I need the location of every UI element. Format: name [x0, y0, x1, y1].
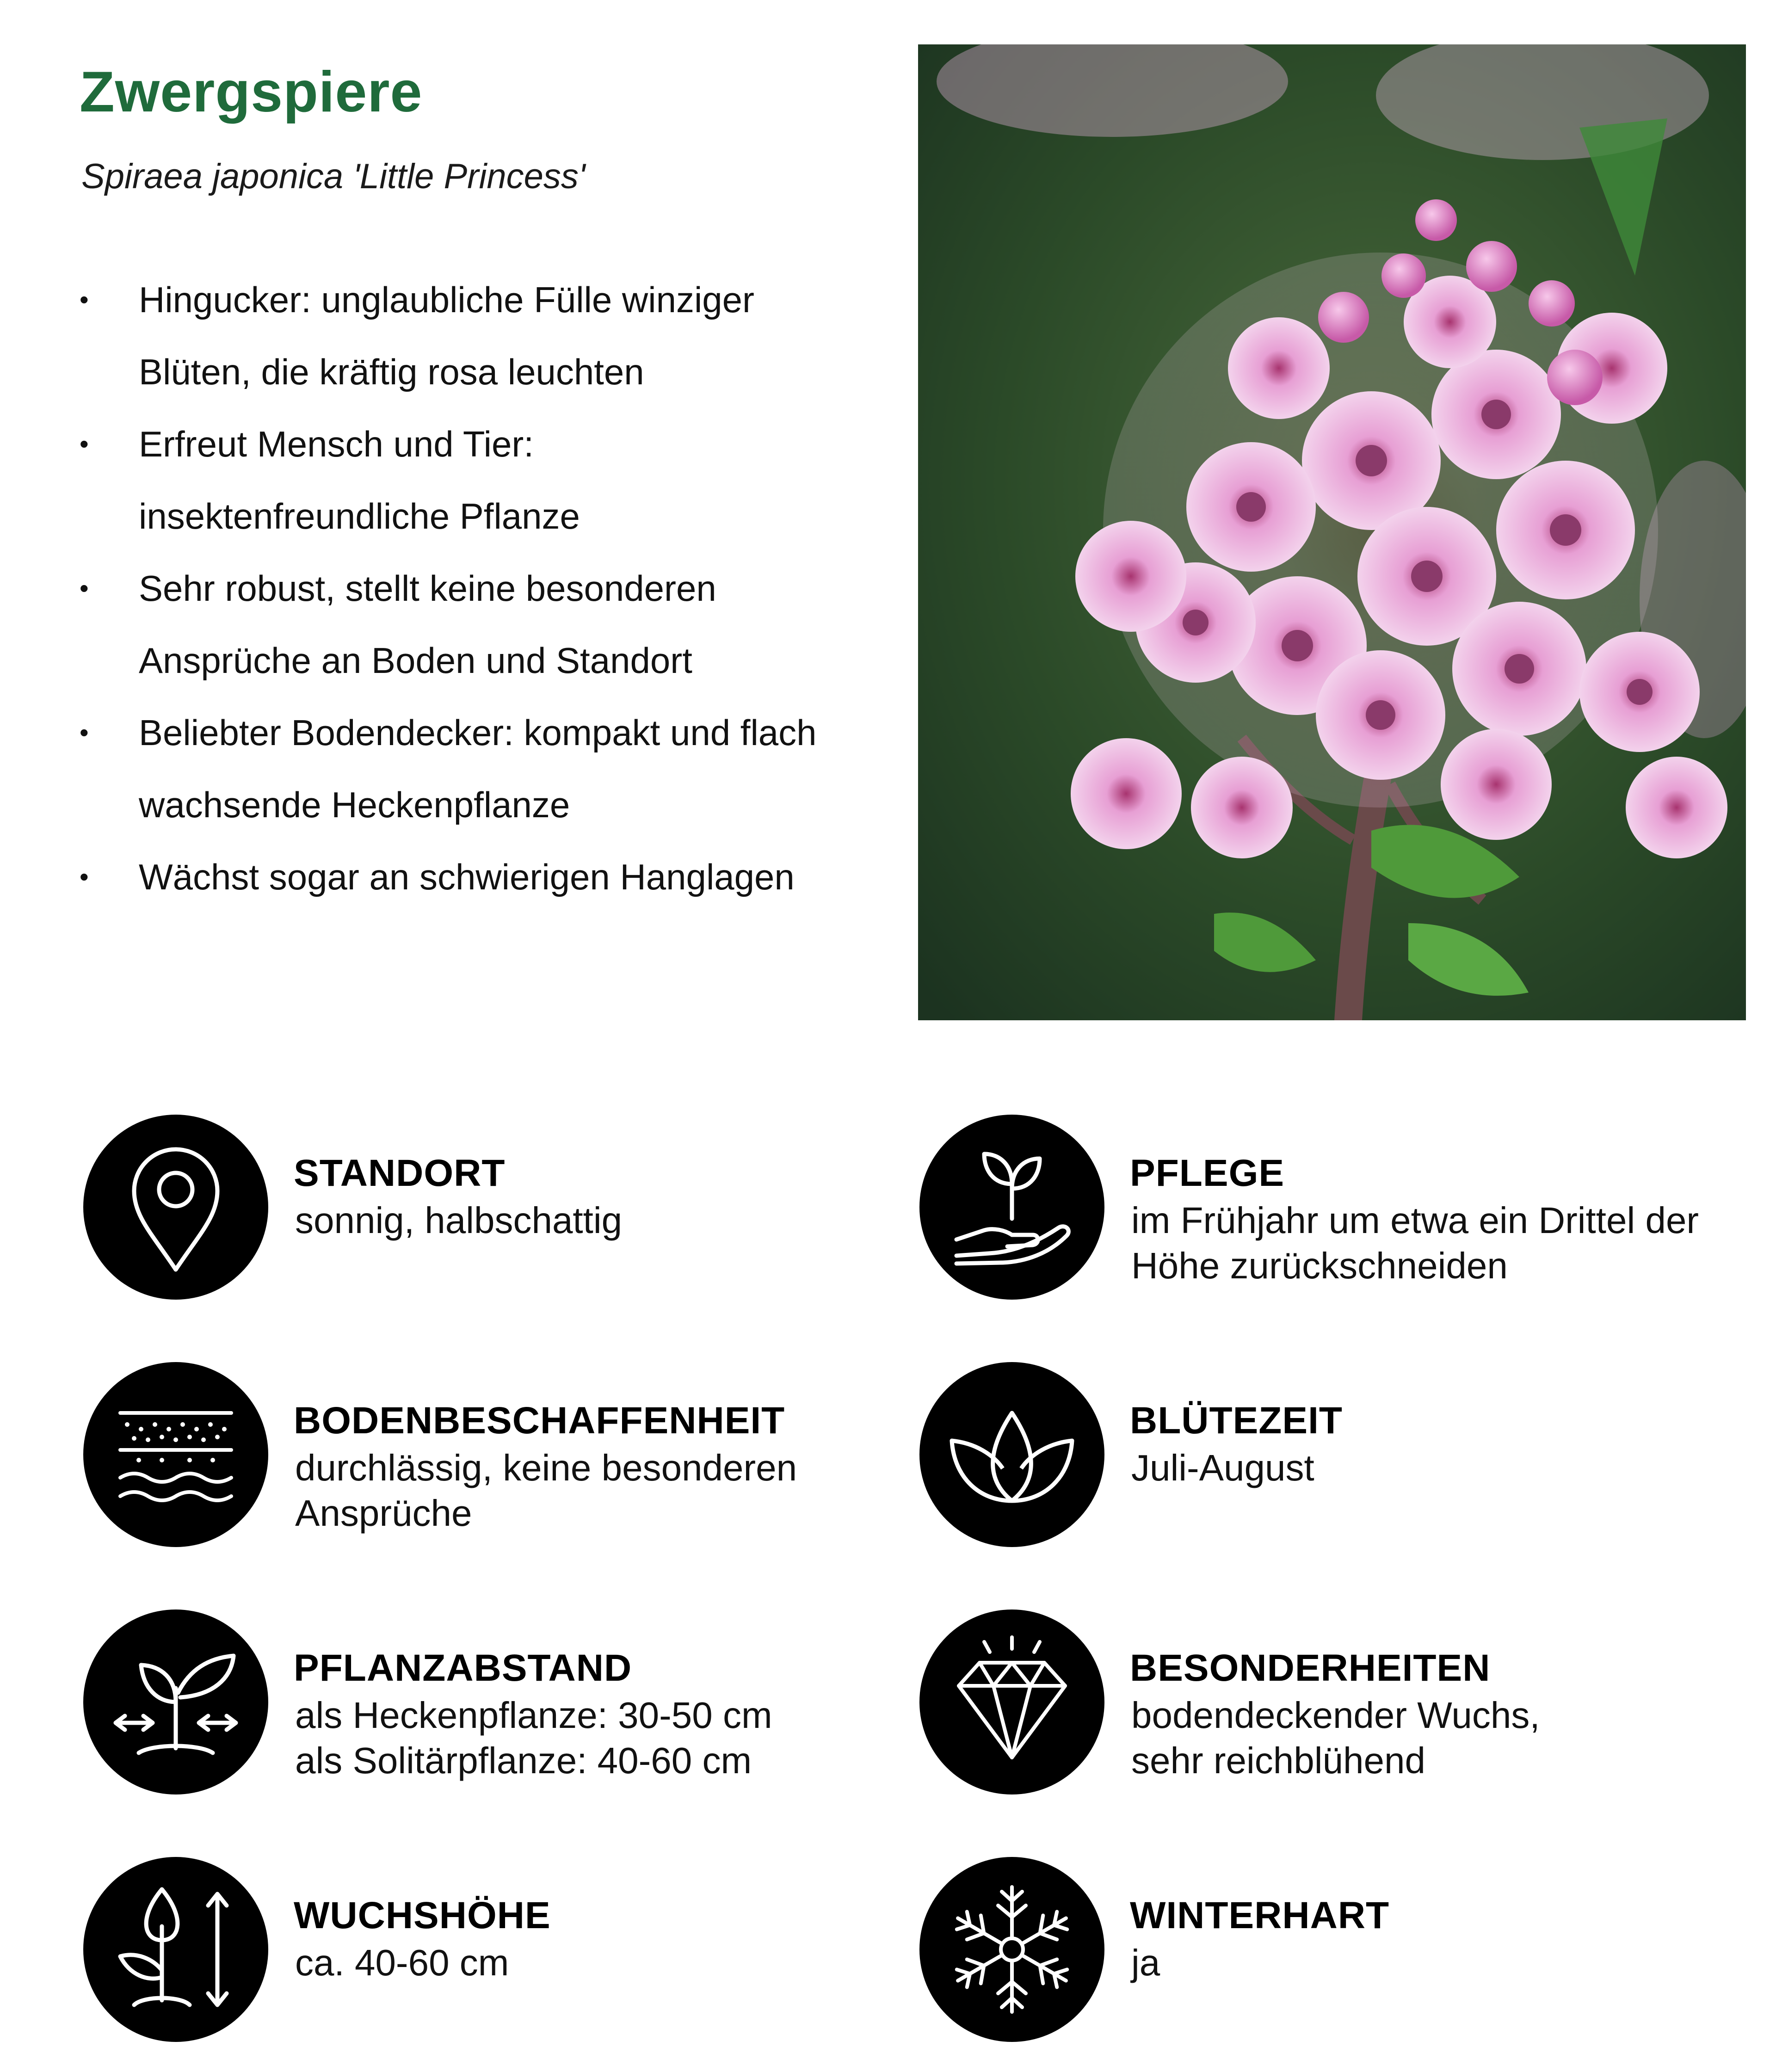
- attribute-value: Juli-August: [1131, 1447, 1314, 1488]
- list-item: • Hingucker: unglaubliche Fülle winziger Blüten, die kräftig rosa leuchten: [80, 264, 832, 408]
- attribute-value: ja: [1131, 1942, 1160, 1983]
- list-item: • Beliebter Bodendecker: kompakt und flach wachsende Heckenpflanze: [80, 697, 925, 841]
- plant-spacing-icon: [83, 1610, 268, 1794]
- soil-layers-icon: [83, 1362, 268, 1547]
- attribute-value-line: als Solitärpflanze: 40-60 cm: [295, 1740, 752, 1781]
- attribute-winterhart: [919, 1857, 1733, 2042]
- attribute-abstand: [83, 1610, 897, 1794]
- attribute-value: sonnig, halbschattig: [295, 1200, 623, 1241]
- location-pin-icon: [83, 1115, 268, 1300]
- botanical-name: Spiraea japonica 'Little Princess': [81, 157, 586, 196]
- lotus-flower-icon: [919, 1362, 1104, 1547]
- attribute-label: BODENBESCHAFFENHEIT: [294, 1400, 785, 1442]
- pink-spiraea-flower-photo: [918, 44, 1746, 1020]
- attribute-label: PFLANZABSTAND: [294, 1647, 632, 1689]
- attribute-boden: [83, 1362, 897, 1547]
- attribute-label: WUCHSHÖHE: [294, 1894, 551, 1936]
- plant-photo: [918, 44, 1746, 1020]
- diamond-icon: [919, 1610, 1104, 1794]
- feature-list: [80, 264, 894, 913]
- page-title: Zwergspiere: [80, 60, 423, 124]
- attribute-label: STANDORT: [294, 1152, 506, 1194]
- attribute-bluetezeit: [919, 1362, 1733, 1547]
- list-item: • Sehr robust, stellt keine besonderen Ansprüche an Boden und Standort: [80, 552, 763, 697]
- hand-seedling-icon: [919, 1115, 1104, 1300]
- attribute-label: BLÜTEZEIT: [1130, 1400, 1343, 1442]
- snowflake-icon: [919, 1857, 1104, 2042]
- attribute-value: im Frühjahr um etwa ein Drittel der Höhe zurückschneiden: [1131, 1200, 1699, 1286]
- attribute-pflege: [919, 1115, 1733, 1300]
- attribute-value: [295, 1693, 910, 1783]
- attribute-label: BESONDERHEITEN: [1130, 1647, 1491, 1689]
- list-item: • Erfreut Mensch und Tier: insektenfreundliche Pflanze: [80, 408, 648, 552]
- attribute-besonderheiten: [919, 1610, 1733, 1794]
- attribute-wuchshoehe: [83, 1857, 897, 2042]
- attribute-value: durchlässig, keine besonderen Ansprüche: [295, 1447, 797, 1534]
- attribute-standort: [83, 1115, 897, 1300]
- list-item: • Wächst sogar an schwierigen Hanglagen: [80, 841, 894, 913]
- attribute-value: ca. 40-60 cm: [295, 1942, 509, 1983]
- attribute-value: bodendeckender Wuchs, sehr reichblühend: [1131, 1695, 1540, 1781]
- attribute-label: WINTERHART: [1130, 1894, 1390, 1936]
- plant-height-icon: [83, 1857, 268, 2042]
- attribute-value-line: als Heckenpflanze: 30-50 cm: [295, 1695, 772, 1736]
- attribute-label: PFLEGE: [1130, 1152, 1285, 1194]
